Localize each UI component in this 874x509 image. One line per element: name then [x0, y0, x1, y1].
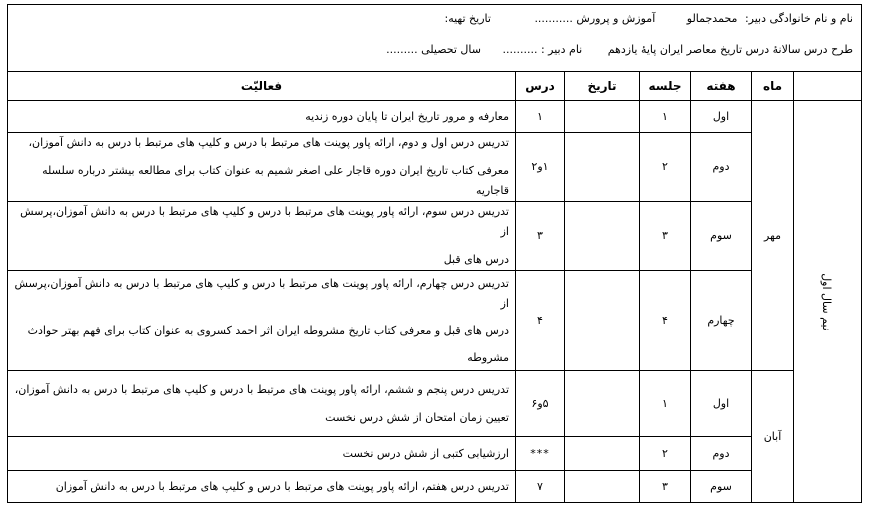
session-cell: ۱: [640, 101, 691, 133]
lesson-column-header: درس: [516, 72, 565, 101]
date-cell: [565, 202, 640, 271]
activity-cell: [8, 371, 516, 437]
semester-cell: [794, 101, 862, 503]
session-cell: ۳: [640, 202, 691, 271]
lesson-plan-table: [7, 71, 862, 503]
header-line-2: [386, 43, 853, 56]
activity-line: معارفه و مرور تاریخ ایران تا پایان دوره زندیه: [305, 109, 509, 123]
lesson-cell: ۱: [516, 101, 565, 133]
school-year-label: سال تحصیلی .........: [386, 43, 481, 56]
plan-title: طرح درس سالانهٔ درس تاریخ معاصر ایران پایهٔ یازدهم: [607, 43, 853, 56]
week-cell: دوم: [691, 437, 752, 471]
activity-line: درس های قبل: [443, 253, 509, 266]
activity-cell: [8, 471, 516, 503]
activity-cell: [8, 133, 516, 202]
session-cell: ۲: [640, 133, 691, 202]
date-cell: [565, 271, 640, 371]
activity-cell: [8, 202, 516, 271]
semester-column-header: [794, 72, 862, 101]
activity-line: تدریس درس چهارم، ارائه پاور پوینت های مرتبط با درس و کلیپ های مرتبط با درس به دانش آموزان،پرسش از: [14, 276, 509, 310]
prep-date-label: تاریخ تهیه:: [444, 12, 491, 25]
date-cell: [565, 101, 640, 133]
date-cell: [565, 371, 640, 437]
date-cell: [565, 471, 640, 503]
teacher-name: محمدجمالو: [686, 12, 738, 25]
activity-line: تدریس درس پنجم و ششم، ارائه پاور پوینت های مرتبط با درس و کلیپ های مرتبط با درس به دانش آموزان،: [14, 382, 509, 396]
activity-line: مشروطه: [467, 350, 509, 364]
lesson-cell: ۴: [516, 271, 565, 371]
table-row: [8, 202, 862, 271]
teacher-name-label: نام دبیر : ..........: [502, 43, 583, 56]
semester-label: نیم سال اول: [820, 272, 834, 331]
table-row: [8, 371, 862, 437]
week-column-header: هفته: [691, 72, 752, 101]
week-cell: چهارم: [691, 271, 752, 371]
lesson-cell: ***: [516, 437, 565, 471]
activity-cell: [8, 101, 516, 133]
session-cell: ۲: [640, 437, 691, 471]
activity-line: تدریس درس سوم، ارائه پاور پوینت های مرتبط با درس و کلیپ های مرتبط با درس به دانش آموزان،پرسش از: [20, 205, 509, 238]
session-cell: ۳: [640, 471, 691, 503]
activity-line: ارزشیابی کتبی از شش درس نخست: [342, 446, 509, 460]
activity-line: تعیین زمان امتحان از شش درس نخست: [325, 410, 509, 424]
session-cell: ۱: [640, 371, 691, 437]
table-row: [8, 271, 862, 371]
month-cell: آبان: [752, 371, 794, 503]
date-cell: [565, 133, 640, 202]
lesson-plan-document: [7, 4, 862, 502]
lesson-cell: ۵و۶: [516, 371, 565, 437]
table-row: [8, 437, 862, 471]
lesson-cell: ۳: [516, 202, 565, 271]
session-cell: ۴: [640, 271, 691, 371]
department-label: آموزش و پرورش ...........: [534, 12, 656, 25]
week-cell: سوم: [691, 471, 752, 503]
activity-line: تدریس درس اول و دوم، ارائه پاور پوینت های مرتبط با درس و کلیپ های مرتبط با درس به دانش آموزان،: [28, 136, 509, 149]
table-row: [8, 471, 862, 503]
week-cell: اول: [691, 371, 752, 437]
plan-header: [7, 4, 862, 72]
activity-cell: [8, 271, 516, 371]
teacher-family-label: نام و نام خانوادگی دبیر:: [744, 12, 853, 25]
activity-line: درس های قبل و معرفی کتاب تاریخ مشروطه ایران اثر احمد کسروی به عنوان کتاب برای فهم بهتر حوادث: [27, 323, 509, 337]
activity-line: تدریس درس هفتم، ارائه پاور پوینت های مرتبط با درس و کلیپ های مرتبط با درس به دانش آموزان: [55, 479, 509, 493]
table-row: [8, 101, 862, 133]
lesson-cell: ۷: [516, 471, 565, 503]
table-row: [8, 133, 862, 202]
activity-line: معرفی کتاب تاریخ ایران دوره قاجار علی اصغر شمیم به عنوان کتاب برای مطالعه بیشتر درباره سلسله قاجاریه: [42, 164, 509, 197]
activity-cell: [8, 437, 516, 471]
month-cell: مهر: [752, 101, 794, 371]
date-column-header: تاریخ: [565, 72, 640, 101]
header-line-1: [444, 12, 853, 25]
table-header-row: [8, 72, 862, 101]
week-cell: اول: [691, 101, 752, 133]
week-cell: دوم: [691, 133, 752, 202]
session-column-header: جلسه: [640, 72, 691, 101]
lesson-cell: ۱و۲: [516, 133, 565, 202]
week-cell: سوم: [691, 202, 752, 271]
month-column-header: ماه: [752, 72, 794, 101]
date-cell: [565, 437, 640, 471]
activity-column-header: فعالیّت: [8, 72, 516, 101]
